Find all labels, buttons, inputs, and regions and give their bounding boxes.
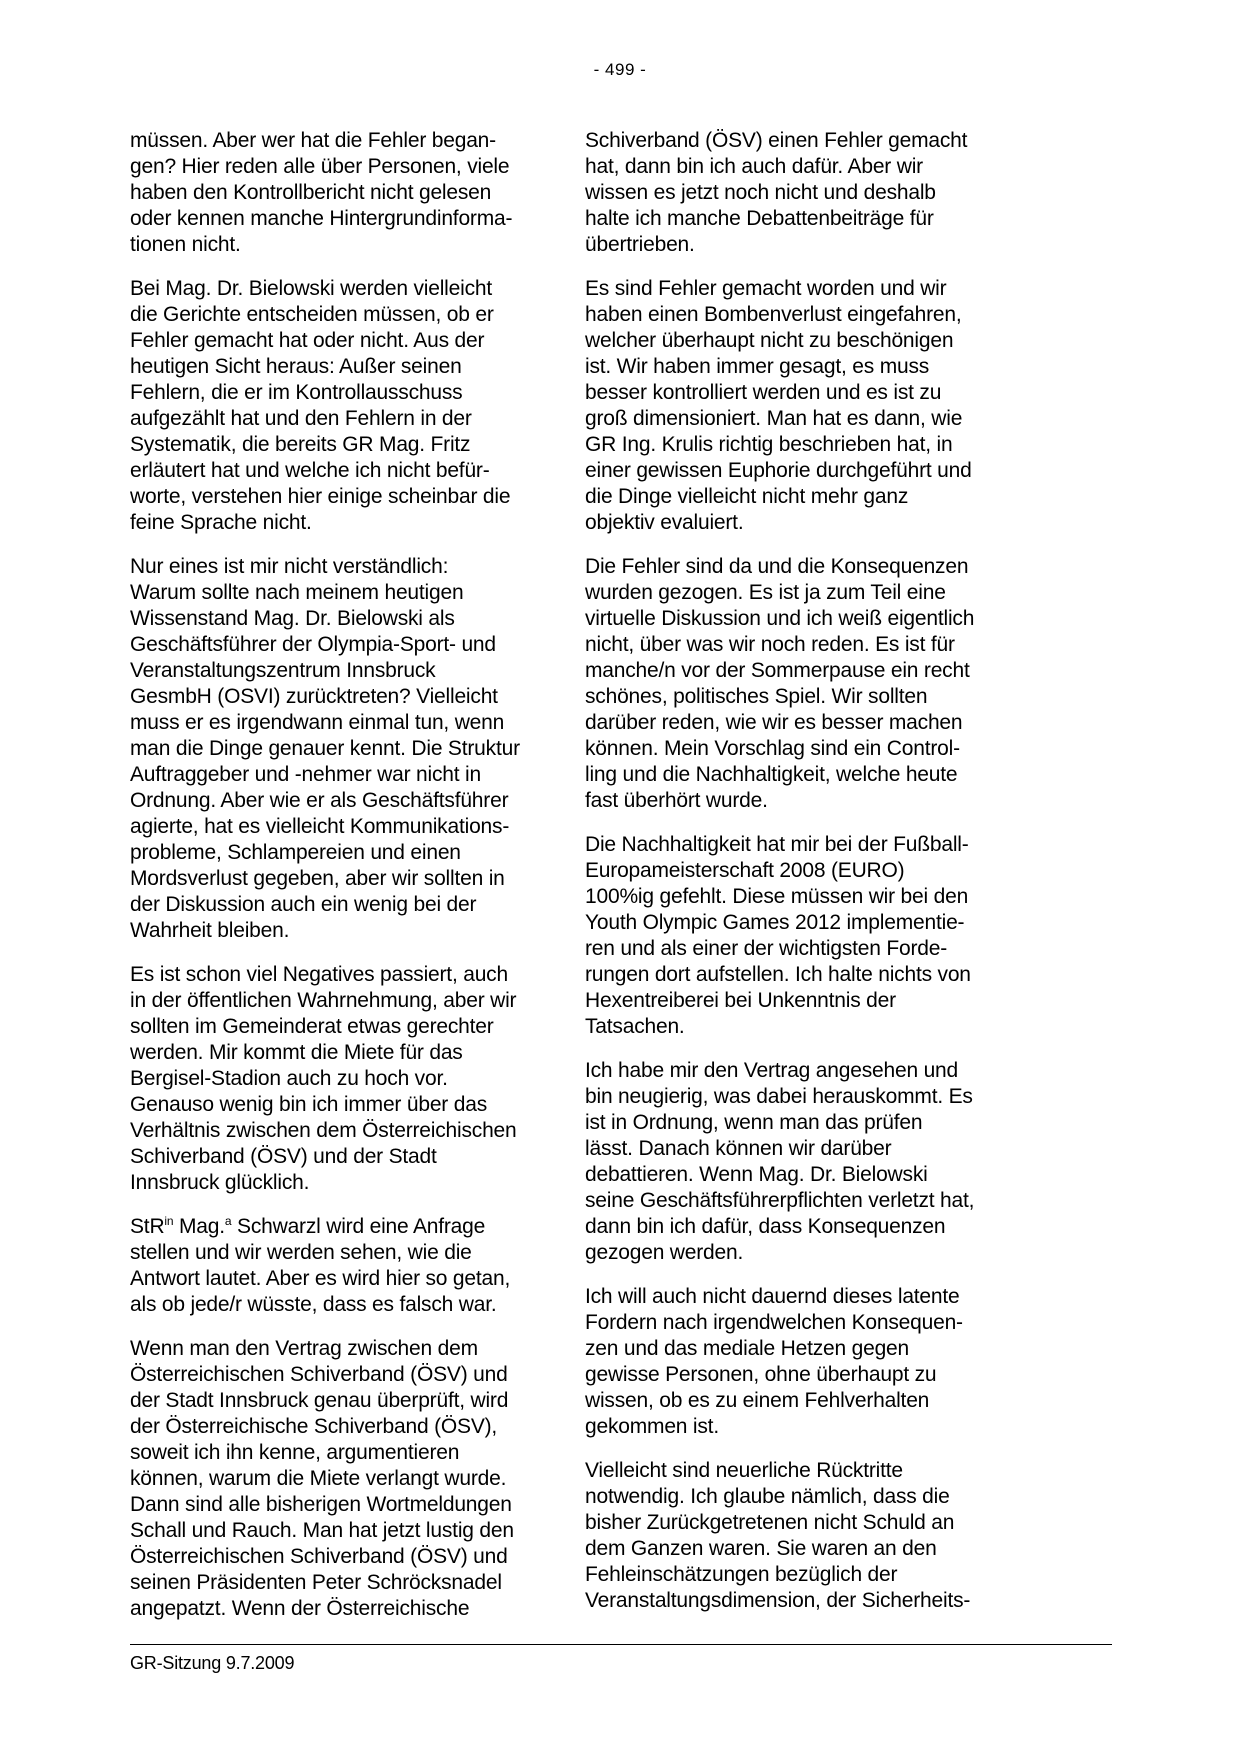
paragraph: Nur eines ist mir nicht verständlich: Warum sollte nach meinem heutigen Wissenstand Mag. Dr. Bielowski als Geschäftsführer der Olympia-Sport- und Veranstaltungszentrum Innsbruck GesmbH (OSVI) zurücktreten? Vielleicht muss er es irgendwann einmal tun, wenn man die Dinge genauer kennt. Die Struktur Auftraggeber und -nehmer war nicht in Ordnung. Aber wie er als Geschäftsführer agierte, hat es vielleicht Kommunikations- probleme, Schlampereien und einen Mordsverlust gegeben, aber wir sollten in der Diskussion auch ein wenig bei der Wahrheit bleiben. bbox=[130, 555, 520, 942]
superscript: in bbox=[164, 1214, 174, 1228]
paragraph: Die Fehler sind da und die Konsequenzen wurden gezogen. Es ist ja zum Teil eine virtuelle Diskussion und ich weiß eigentlich nicht, über was wir noch reden. Es ist für manche/n vor der Sommerpause ein recht schönes, politisches Spiel. Wir sollten darüber reden, wie wir es besser machen können. Mein Vorschlag sind ein Control- ling und die Nachhaltigkeit, welche heute fast überhört wurde. bbox=[585, 555, 975, 812]
page-number: - 499 - bbox=[593, 60, 647, 79]
page-content bbox=[130, 128, 1015, 1640]
paragraph: Schiverband (ÖSV) einen Fehler gemacht hat, dann bin ich auch dafür. Aber wir wissen es jetzt noch nicht und deshalb halte ich manche Debattenbeiträge für übertrieben. bbox=[585, 129, 968, 256]
paragraph: Wenn man den Vertrag zwischen dem Österreichischen Schiverband (ÖSV) und der Stadt Innsbruck genau überprüft, wird der Österreichische Schiverband (ÖSV), soweit ich ihn kenne, argumentieren können, warum die Miete verlangt wurde. Dann sind alle bisherigen Wortmeldungen Schall und Rauch. Man hat jetzt lustig den Österreichischen Schiverband (ÖSV) und seinen Präsidenten Peter Schröcksnadel angepatzt. Wenn der Österreichische bbox=[130, 1337, 514, 1620]
text-column-right bbox=[585, 128, 1015, 1640]
footer-divider bbox=[130, 1644, 1112, 1645]
paragraph: Ich habe mir den Vertrag angesehen und bin neugierig, was dabei herauskommt. Es ist in Ordnung, wenn man das prüfen lässt. Danach können wir darüber debattieren. Wenn Mag. Dr. Bielowski seine Geschäftsführerpflichten verletzt hat, dann bin ich dafür, dass Konsequenzen gezogen werden. bbox=[585, 1059, 975, 1264]
footer-session-label: GR-Sitzung 9.7.2009 bbox=[130, 1653, 295, 1673]
paragraph: müssen. Aber wer hat die Fehler began- gen? Hier reden alle über Personen, viele haben den Kontrollbericht nicht gelesen oder kennen manche Hintergrundinforma- tionen nicht. bbox=[130, 129, 513, 256]
superscript: a bbox=[224, 1214, 232, 1228]
paragraph: Es ist schon viel Negatives passiert, auch in der öffentlichen Wahrnehmung, aber wir sollten im Gemeinderat etwas gerechter werden. Mir kommt die Miete für das Bergisel-Stadion auch zu hoch vor. Genauso wenig bin ich immer über das Verhältnis zwischen dem Österreichischen Schiverband (ÖSV) und der Stadt Innsbruck glücklich. bbox=[130, 963, 517, 1194]
paragraph: Bei Mag. Dr. Bielowski werden vielleicht die Gerichte entscheiden müssen, ob er Fehler gemacht hat oder nicht. Aus der heutigen Sicht heraus: Außer seinen Fehlern, die er im Kontrollausschuss aufgezählt hat und den Fehlern in der Systematik, die bereits GR Mag. Fritz erläutert hat und welche ich nicht befür- worte, verstehen hier einige scheinbar die feine Sprache nicht. bbox=[130, 277, 511, 534]
paragraph: Vielleicht sind neuerliche Rücktritte notwendig. Ich glaube nämlich, dass die bisher Zurückgetretenen nicht Schuld an dem Ganzen waren. Sie waren an den Fehleinschätzungen bezüglich der Veranstaltungsdimension, der Sicherheits- bbox=[585, 1459, 971, 1612]
paragraph: Die Nachhaltigkeit hat mir bei der Fußball- Europameisterschaft 2008 (EURO) 100%ig gefehlt. Diese müssen wir bei den Youth Olympic Games 2012 implementie- ren und als einer der wichtigsten Forde- rungen dort aufstellen. Ich halte nichts von Hexentreiberei bei Unkenntnis der Tatsachen. bbox=[585, 833, 971, 1038]
text-column-left bbox=[130, 128, 528, 1640]
paragraph: Ich will auch nicht dauernd dieses latente Fordern nach irgendwelchen Konsequen- zen und das mediale Hetzen gegen gewisse Personen, ohne überhaupt zu wissen, ob es zu einem Fehlverhalten gekommen ist. bbox=[585, 1285, 963, 1438]
paragraph: StR$^{in}$ Mag.$^a$ Schwarzl wird eine Anfrage stellen und wir werden sehen, wie die Antwort lautet. Aber es wird hier so getan, als ob jede/r wüsste, dass es falsch war. bbox=[130, 1214, 511, 1316]
paragraph: Es sind Fehler gemacht worden und wir haben einen Bombenverlust eingefahren, welcher überhaupt nicht zu beschönigen ist. Wir haben immer gesagt, es muss besser kontrolliert werden und es ist zu groß dimensioniert. Man hat es dann, wie GR Ing. Krulis richtig beschrieben hat, in einer gewissen Euphorie durchgeführt und die Dinge vielleicht nicht mehr ganz objektiv evaluiert. bbox=[585, 277, 972, 534]
